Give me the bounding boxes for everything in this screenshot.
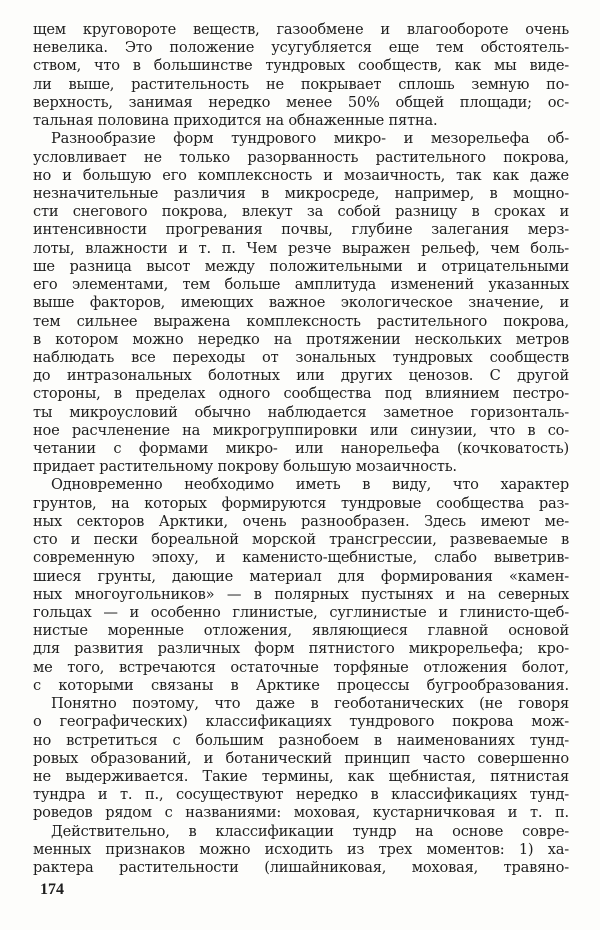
- text-line: роведов рядом с названиями: моховая, кустарничковая и т. п.: [33, 804, 569, 822]
- text-line: условливает не только разорванность растительного покрова,: [33, 148, 569, 166]
- text-line: для развития различных форм пятнистого микрорельефа; кро-: [33, 640, 569, 658]
- paragraph: [33, 130, 569, 476]
- text-line: сто и пески бореальной морской трансгрессии, развеваемые в: [33, 531, 569, 549]
- text-line: ных многоугольников» — в полярных пустынях и на северных: [33, 585, 569, 603]
- text-line: четании с формами микро- или нанорельефа (кочковатость): [33, 440, 569, 458]
- text-line: нистые моренные отложения, являющиеся главной основой: [33, 622, 569, 640]
- text-line: ты микроусловий обычно наблюдается заметное горизонталь-: [33, 403, 569, 421]
- text-line: лоты, влажности и т. п. Чем резче выражен рельеф, чем боль-: [33, 239, 569, 257]
- text-line: Разнообразие форм тундрового микро- и мезорельефа об-: [51, 130, 569, 148]
- body-text: [33, 21, 569, 877]
- text-line: придает растительному покрову большую мозаичность.: [33, 458, 457, 476]
- text-line: Понятно поэтому, что даже в геоботанических (не говоря: [51, 695, 569, 713]
- text-line: тундра и т. п., сосуществуют нередко в классификациях тунд-: [33, 786, 569, 804]
- text-line: ное расчленение на микрогруппировки или синузии, что в со-: [33, 421, 569, 439]
- text-line: шиеся грунты, дающие материал для формирования «камен-: [33, 567, 569, 585]
- text-line: его элементами, тем больше амплитуда изменений указанных: [33, 276, 569, 294]
- text-line: сти снегового покрова, влекут за собой разницу в сроках и: [33, 203, 569, 221]
- paragraph: [33, 695, 569, 823]
- text-line: невелика. Это положение усугубляется еще тем обстоятель-: [33, 39, 569, 57]
- paragraph: [33, 21, 569, 130]
- text-line: тальная половина приходится на обнаженные пятна.: [33, 112, 438, 130]
- text-line: о географических) классификациях тундрового покрова мож-: [33, 713, 569, 731]
- text-line: до интразональных болотных или других ценозов. С другой: [33, 367, 569, 385]
- text-line: но и большую его комплексность и мозаичность, так как даже: [33, 166, 569, 184]
- text-line: ше разница высот между положительными и отрицательными: [33, 257, 569, 275]
- text-line: с которыми связаны в Арктике процессы бугрообразования.: [33, 676, 569, 694]
- page-number: 174: [40, 881, 64, 898]
- text-line: стороны, в пределах одного сообщества под влиянием пестро-: [33, 385, 569, 403]
- text-line: современную эпоху, и каменисто-щебнистые, слабо выветрив-: [33, 549, 569, 567]
- paragraph: [33, 476, 569, 695]
- text-line: ме того, встречаются остаточные торфяные отложения болот,: [33, 658, 569, 676]
- text-line: менных признаков можно исходить из трех моментов: 1) ха-: [33, 840, 569, 858]
- text-line: незначительные различия в микросреде, например, в мощно-: [33, 184, 569, 202]
- text-line: щем круговороте веществ, газообмене и влагообороте очень: [33, 21, 569, 38]
- text-line: грунтов, на которых формируются тундровые сообщества раз-: [33, 494, 569, 512]
- text-line: не выдерживается. Такие термины, как щебнистая, пятнистая: [33, 767, 569, 785]
- text-line: интенсивности прогревания почвы, глубине залегания мерз-: [33, 221, 569, 239]
- text-line: рактера растительности (лишайниковая, моховая, травяно-: [33, 859, 569, 877]
- text-line: ных секторов Арктики, очень разнообразен. Здесь имеют ме-: [33, 512, 569, 530]
- text-line: ровых образований, и ботанический принцип часто совершенно: [33, 749, 569, 767]
- text-line: тем сильнее выражена комплексность растительного покрова,: [33, 312, 569, 330]
- text-line: выше факторов, имеющих важное экологическое значение, и: [33, 294, 569, 312]
- text-line: гольцах — и особенно глинистые, суглинистые и глинисто-щеб-: [33, 604, 569, 621]
- text-line: в котором можно нередко на протяжении нескольких метров: [33, 330, 569, 348]
- text-line: Действительно, в классификации тундр на основе совре-: [51, 822, 569, 840]
- text-line: Одновременно необходимо иметь в виду, что характер: [51, 476, 569, 494]
- text-line: наблюдать все переходы от зональных тундровых сообществ: [33, 348, 569, 366]
- text-line: верхность, занимая нередко менее 50% общей площади; ос-: [33, 93, 569, 111]
- text-line: ли выше, растительность не покрывает сплошь земную по-: [33, 75, 569, 93]
- text-line: но встретиться с большим разнобоем в наименованиях тунд-: [33, 731, 569, 749]
- paragraph: [33, 823, 569, 878]
- text-line: ством, что в большинстве тундровых сообществ, как мы виде-: [33, 57, 569, 75]
